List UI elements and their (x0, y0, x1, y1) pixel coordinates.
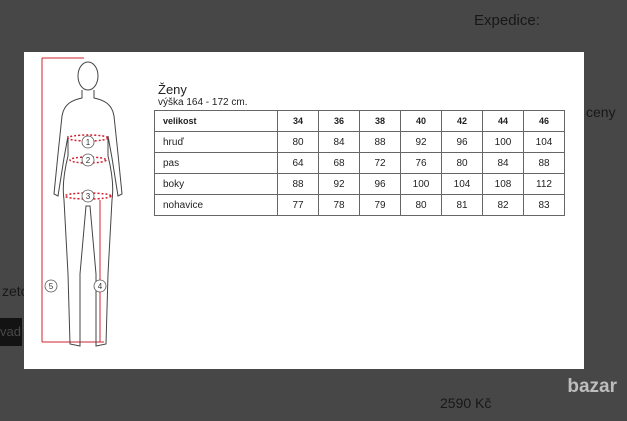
marker-3 (82, 190, 94, 202)
table-cell: 80 (278, 132, 319, 153)
size-table (154, 110, 565, 216)
body-outline (54, 90, 122, 346)
table-row (155, 174, 565, 195)
table-cell: 68 (319, 153, 360, 174)
table-cell: 100 (401, 174, 442, 195)
table-cell: 78 (319, 195, 360, 216)
table-cell: 64 (278, 153, 319, 174)
chart-title: Ženy (158, 82, 187, 97)
marker-4 (94, 280, 106, 292)
svg-text:2: 2 (85, 156, 91, 165)
table-cell: 92 (319, 174, 360, 195)
table-cell: 104 (524, 132, 565, 153)
marker-5 (45, 280, 57, 292)
table-row (155, 153, 565, 174)
table-cell: 82 (483, 195, 524, 216)
body-measurement-figure (34, 54, 134, 354)
table-cell: 100 (483, 132, 524, 153)
svg-text:4: 4 (97, 282, 103, 291)
table-row (155, 132, 565, 153)
table-cell: 96 (360, 174, 401, 195)
table-cell: 79 (360, 195, 401, 216)
table-cell: 88 (524, 153, 565, 174)
table-cell: 76 (401, 153, 442, 174)
size-header-label: velikost (155, 111, 278, 132)
row-label: boky (155, 174, 278, 195)
watermark (567, 376, 617, 398)
table-cell: 77 (278, 195, 319, 216)
size-header-cell: 34 (278, 111, 319, 132)
table-cell: 84 (483, 153, 524, 174)
watermark-text: bazar (567, 376, 617, 397)
size-header-cell: 36 (319, 111, 360, 132)
table-cell: 80 (442, 153, 483, 174)
table-cell: 83 (524, 195, 565, 216)
size-header-cell: 38 (360, 111, 401, 132)
size-header-cell: 42 (442, 111, 483, 132)
marker-1 (82, 136, 94, 148)
table-cell: 72 (360, 153, 401, 174)
head-outline (78, 62, 98, 90)
table-cell: 80 (401, 195, 442, 216)
size-chart-modal (24, 52, 584, 369)
size-header-row (155, 111, 565, 132)
table-cell: 104 (442, 174, 483, 195)
table-cell: 88 (360, 132, 401, 153)
row-label: hruď (155, 132, 278, 153)
table-cell: 84 (319, 132, 360, 153)
chart-subtitle: výška 164 - 172 cm. (158, 97, 248, 108)
row-label: pas (155, 153, 278, 174)
row-label: nohavice (155, 195, 278, 216)
table-cell: 81 (442, 195, 483, 216)
table-cell: 112 (524, 174, 565, 195)
svg-text:3: 3 (85, 192, 91, 201)
svg-text:5: 5 (48, 282, 54, 291)
table-cell: 108 (483, 174, 524, 195)
size-header-cell: 44 (483, 111, 524, 132)
table-cell: 92 (401, 132, 442, 153)
table-cell: 96 (442, 132, 483, 153)
table-cell: 88 (278, 174, 319, 195)
table-row (155, 195, 565, 216)
svg-text:1: 1 (85, 138, 91, 147)
size-header-cell: 46 (524, 111, 565, 132)
marker-2 (82, 154, 94, 166)
size-header-cell: 40 (401, 111, 442, 132)
